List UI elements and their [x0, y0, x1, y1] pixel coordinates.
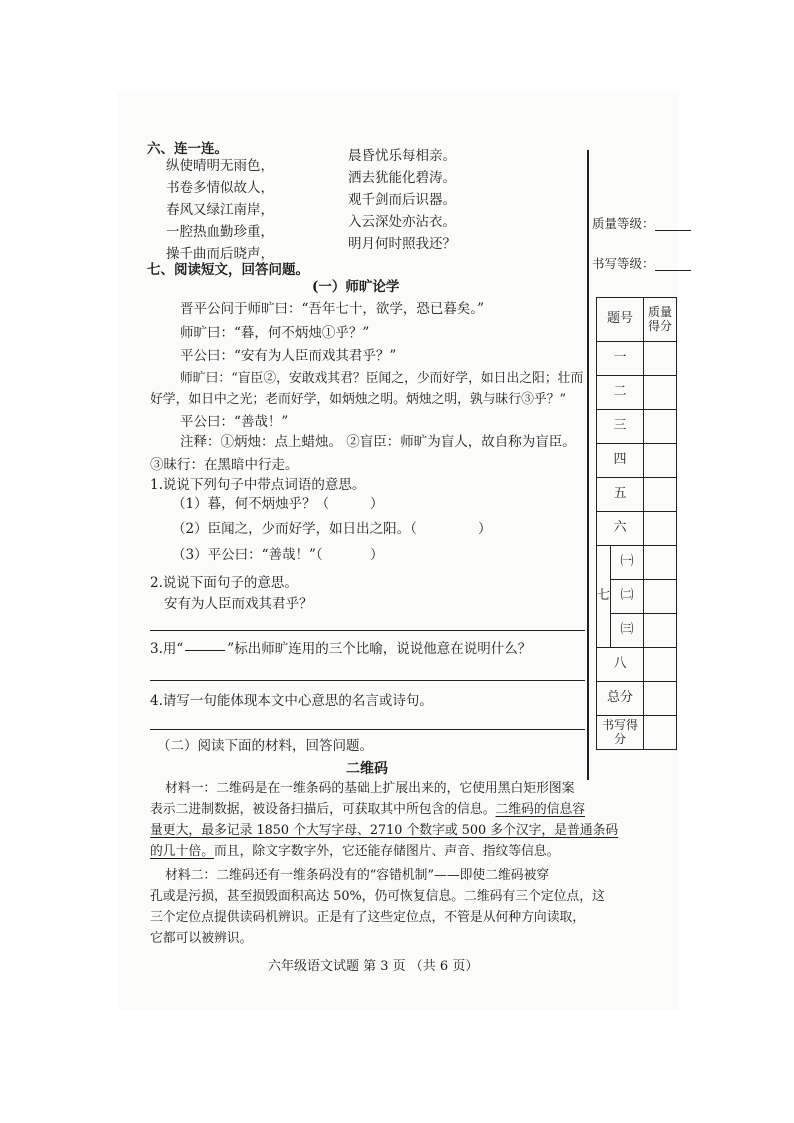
score-row-label-1: 一: [597, 342, 644, 376]
passage1-line-2: 师旷曰：“暮，何不炳烛①乎？”: [180, 325, 370, 341]
score-cell-7-2[interactable]: [644, 580, 677, 614]
question-3: [150, 643, 531, 657]
q3-prefix: 3.用“: [150, 641, 184, 657]
match-left-4: 一腔热血勤珍重，: [166, 224, 274, 240]
page-footer: 六年级语文试题 第 3 页 （共 6 页）: [268, 959, 479, 974]
score-cell-4[interactable]: [644, 444, 677, 478]
note-line-1: 注释：①炳烛：点上蜡烛。 ②盲臣：师旷为盲人，故自称为盲臣。: [180, 434, 576, 450]
material2-line-4: 它都可以被辨识。: [150, 931, 253, 946]
match-left-5: 操千曲而后晓声，: [166, 246, 274, 262]
material1-line-4a: 的几十倍。: [150, 844, 214, 859]
material1-line-2a: 表示二进制数据，被设备扫描后，可获取其中所包含的信息。: [150, 802, 496, 817]
passage1-line-1: 晋平公问于师旷曰：“吾年七十，欲学，恐已暮矣。”: [180, 301, 485, 317]
material2-line-1: 材料二：二维码还有一维条码没有的“容错机制”——即使二维码被穿: [165, 868, 550, 883]
answer-line-q4[interactable]: [150, 729, 585, 730]
score-header-number: 题号: [597, 298, 644, 342]
material1-line-4: [150, 846, 560, 859]
score-cell-6[interactable]: [644, 512, 677, 546]
score-header-quality: 质量得分: [644, 298, 677, 342]
answer-line-q2[interactable]: [150, 630, 585, 631]
writing-grade-label: [592, 258, 655, 271]
passage1-line-6: 平公曰：“善哉！”: [180, 414, 289, 430]
material1-line-3: 量更大，最多记录 1850 个大写字母、2710 个数字或 500 多个汉字，是普通条码: [150, 823, 619, 838]
section6-title: 六、连一连。: [147, 141, 228, 157]
score-sub-label-7-3: ㈢: [611, 614, 644, 648]
material1-line-4b: 而且，除文字数字外，它还能存储图片、声音、指纹等信息。: [213, 844, 560, 859]
score-row-label-5: 五: [597, 478, 644, 512]
material1-line-2b: 二维码的信息容: [495, 802, 586, 817]
question-4: 4.请写一句能体现本文中心意思的名言或诗句。: [150, 693, 433, 709]
score-cell-2[interactable]: [644, 376, 677, 410]
quality-grade-blank[interactable]: [655, 230, 691, 231]
score-cell-5[interactable]: [644, 478, 677, 512]
material1-line-2: [150, 804, 585, 817]
note-line-2: ③昧行：在黑暗中行走。: [150, 457, 299, 473]
q1-item-2-close: ）: [478, 521, 492, 537]
q1-item-2: （2）臣闻之，少而好学，如日出之阳。（: [172, 521, 417, 537]
score-row-label-2: 二: [597, 376, 644, 410]
score-row-label-total: 总分: [597, 682, 644, 716]
match-left-1: 纵使晴明无雨色，: [166, 158, 274, 174]
score-cell-7-3[interactable]: [644, 614, 677, 648]
passage2-title: 二维码: [346, 761, 388, 777]
score-sub-label-7-1: ㈠: [611, 546, 644, 580]
part2-intro: （二）阅读下面的材料，回答问题。: [157, 738, 373, 754]
question-2: 2.说说下面句子的意思。: [150, 575, 298, 591]
material2-line-3: 三个定位点提供读码机辨识。正是有了这些定位点，不管是从何种方向读取，: [150, 910, 586, 925]
score-cell-7-1[interactable]: [644, 546, 677, 580]
score-cell-total[interactable]: [644, 682, 677, 716]
score-row-label-3: 三: [597, 410, 644, 444]
match-left-2: 书卷多情似故人，: [166, 180, 274, 196]
q2-sentence: 安有为人臣而戏其君乎？: [164, 596, 313, 612]
q3-suffix: ”标出师旷连用的三个比喻，说说他意在说明什么？: [227, 641, 532, 657]
quality-grade-text: 质量等级：: [592, 216, 655, 231]
writing-grade-text: 书写等级：: [592, 256, 655, 271]
score-cell-1[interactable]: [644, 342, 677, 376]
match-right-4: 入云深处亦沾衣。: [348, 214, 456, 230]
score-table: [596, 297, 677, 750]
score-cell-3[interactable]: [644, 410, 677, 444]
score-cell-writing[interactable]: [644, 716, 677, 750]
score-cell-8[interactable]: [644, 648, 677, 682]
section7-title: 七、阅读短文，回答问题。: [147, 262, 309, 278]
passage1-line-3: 平公曰：“安有为人臣而戏其君乎？”: [180, 348, 397, 364]
match-right-1: 晨昏忧乐每相亲。: [348, 148, 456, 164]
writing-grade-blank[interactable]: [655, 270, 691, 271]
passage1-line-5: 好学，如日中之光；老而好学，如炳烛之明。炳烛之明，孰与昧行③乎？”: [150, 392, 567, 407]
margin-divider: [587, 150, 589, 780]
match-right-3: 观千剑而后识器。: [348, 192, 456, 208]
match-left-3: 春风又绿江南岸，: [166, 202, 274, 218]
quality-grade-label: [592, 218, 655, 231]
q1-item-3-close: ）: [370, 547, 384, 563]
q3-underline-sample: [185, 649, 225, 651]
q1-item-3: （3）平公曰：“善哉！”（: [172, 547, 323, 563]
q1-item-1-close: ）: [370, 496, 384, 512]
score-row-label-7: 七: [597, 546, 611, 648]
q1-item-1: （1）暮，何不炳烛乎？（: [172, 496, 330, 512]
match-right-2: 洒去犹能化碧涛。: [348, 170, 456, 186]
material2-line-2: 孔或是污损，甚至损毁面积高达 50%，仍可恢复信息。二维码有三个定位点，这: [150, 889, 605, 904]
answer-line-q3[interactable]: [150, 680, 585, 681]
score-row-label-6: 六: [597, 512, 644, 546]
passage1-title: (一）师旷论学: [312, 279, 400, 295]
match-right-5: 明月何时照我还？: [348, 236, 456, 252]
score-sub-label-7-2: ㈡: [611, 580, 644, 614]
score-row-label-writing: 书写得分: [597, 716, 644, 750]
passage1-line-4: 师旷曰：“盲臣②，安敢戏其君？臣闻之，少而好学，如日出之阳；壮而: [180, 371, 584, 386]
score-row-label-4: 四: [597, 444, 644, 478]
score-row-label-8: 八: [597, 648, 644, 682]
question-1: 1.说说下列句子中带点词语的意思。: [150, 477, 366, 493]
material1-line-1: 材料一：二维码是在一维条码的基础上扩展出来的，它使用黑白矩形图案: [165, 781, 575, 796]
